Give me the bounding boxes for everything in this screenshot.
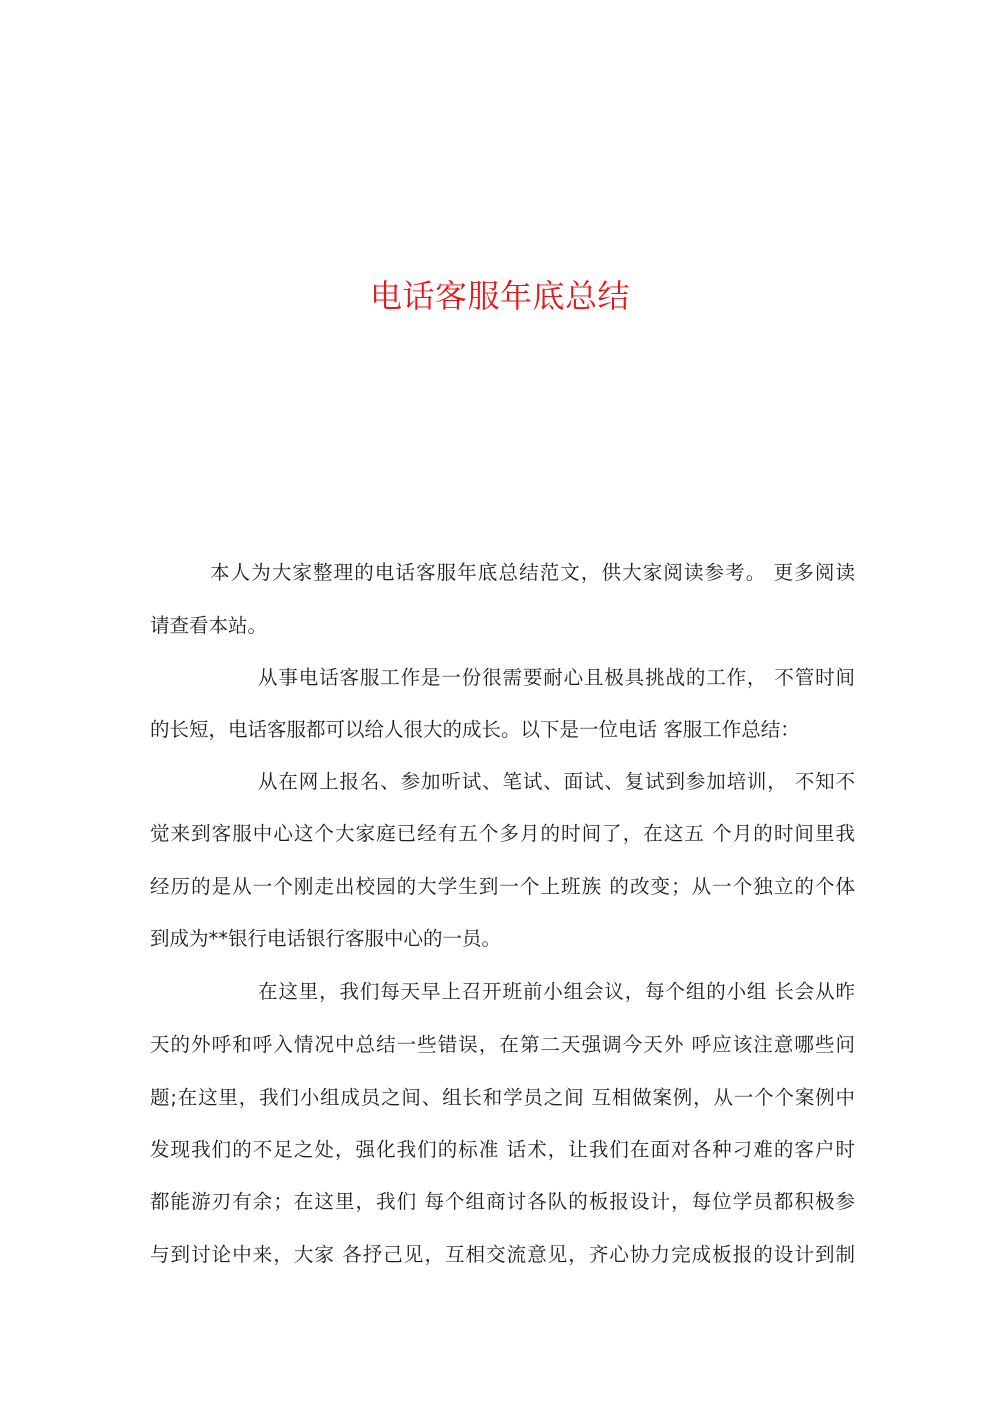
- paragraph-4-line-3: 题;在这里，我们小组成员之间、组长和学员之间 互相做案例，从一个个案例中: [150, 1086, 855, 1109]
- paragraph-3-line-4: 到成为**银行电话银行客服中心的一员。: [150, 927, 502, 950]
- paragraph-4-line-2: 天的外呼和呼入情况中总结一些错误，在第二天强调今天外 呼应该注意哪些问: [150, 1033, 855, 1056]
- paragraph-2-line-2: 的长短，电话客服都可以给人很大的成长。以下是一位电话 客服工作总结：: [150, 718, 800, 741]
- paragraph-4-line-5: 都能游刃有余；在这里，我们 每个组商讨各队的板报设计，每位学员都积极参: [150, 1190, 855, 1213]
- paragraph-2-line-1: 从事电话客服工作是一份很需要耐心且极具挑战的工作， 不管时间: [258, 666, 855, 689]
- paragraph-4-line-6: 与到讨论中来，大家 各抒己见，互相交流意见，齐心协力完成板报的设计到制: [150, 1243, 855, 1266]
- document-title: 电话客服年底总结: [369, 277, 630, 316]
- paragraph-3-line-1: 从在网上报名、参加听试、笔试、面试、复试到参加培训， 不知不: [258, 770, 855, 793]
- paragraph-4-line-1: 在这里，我们每天早上召开班前小组会议，每个组的小组 长会从昨: [258, 980, 855, 1003]
- paragraph-1-line-1: 本人为大家整理的电话客服年底总结范文，供大家阅读参考。 更多阅读: [210, 561, 855, 584]
- paragraph-1-line-2: 请查看本站。: [150, 614, 268, 637]
- paragraph-3-line-3: 经历的是从一个刚走出校园的大学生到一个上班族 的改变；从一个独立的个体: [150, 875, 855, 898]
- paragraph-3-line-2: 觉来到客服中心这个大家庭已经有五个多月的时间了，在这五 个月的时间里我: [150, 822, 855, 845]
- paragraph-4-line-4: 发现我们的不足之处，强化我们的标准 话术，让我们在面对各种刁难的客户时: [150, 1138, 855, 1161]
